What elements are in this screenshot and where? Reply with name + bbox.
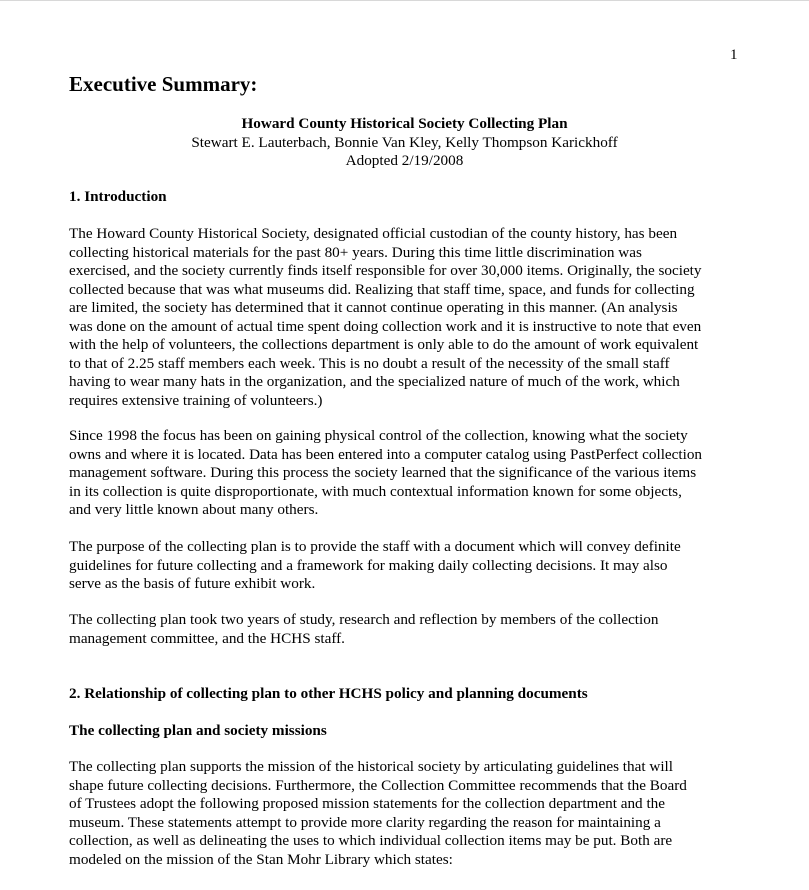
intro-paragraph-2: [69, 427, 759, 520]
text-line: modeled on the mission of the Stan Mohr Library which states:: [69, 850, 453, 868]
text-line: of Trustees adopt the following proposed mission statements for the collection department and the: [69, 795, 665, 812]
plan-title: Howard County Historical Society Collecting Plan: [241, 115, 568, 132]
text-line: The collecting plan took two years of study, research and reflection by members of the collection: [69, 611, 659, 628]
text-line: having to wear many hats in the organization, and the specialized nature of much of the work, which: [69, 373, 680, 390]
text-line: and very little known about many others.: [69, 501, 319, 518]
text-line: The purpose of the collecting plan is to provide the staff with a document which will convey definite: [69, 538, 681, 555]
text-line: collection, as well as delineating the uses to which individual collection items may be put. Both are: [69, 832, 673, 849]
text-line: Since 1998 the focus has been on gaining physical control of the collection, knowing what the society: [69, 427, 688, 444]
text-line: The collecting plan supports the mission of the historical society by articulating guidelines that will: [69, 758, 673, 775]
text-line: was done on the amount of actual time spent doing collection work and it is instructive to note that even: [69, 317, 702, 335]
text-line: in its collection is quite disproportionate, with much contextual information known for some objects,: [69, 482, 682, 500]
text-line: requires extensive training of volunteers.): [69, 391, 323, 409]
text-line: guidelines for future collecting and a framework for making daily collecting decisions. It may also: [69, 556, 668, 574]
text-line: collecting historical materials for the past 80+ years. During this time little discrimination was: [69, 243, 642, 261]
section-1-heading: 1. Introduction: [69, 188, 167, 205]
text-line: museum. These statements attempt to provide more clarity regarding the reason for maintaining a: [69, 813, 661, 831]
text-line: shape future collecting decisions. Furthermore, the Collection Committee recommends that the Board: [69, 776, 687, 794]
intro-paragraph-4: [69, 611, 759, 648]
text-line: management software. During this process the society learned that the significance of the various items: [69, 464, 697, 481]
text-line: The Howard County Historical Society, designated official custodian of the county history, has been: [69, 225, 678, 242]
text-line: management committee, and the HCHS staff.: [69, 629, 345, 647]
section-2-heading: 2. Relationship of collecting plan to other HCHS policy and planning documents: [69, 685, 588, 702]
page-top-rule: [0, 0, 809, 1]
text-line: with the help of volunteers, the collections department is only able to do the amount of work equivalent: [69, 336, 699, 353]
text-line: exercised, and the society currently finds itself responsible for over 30,000 items. Originally, the society: [69, 262, 702, 279]
section-2-subheading: The collecting plan and society missions: [69, 722, 327, 739]
intro-paragraph-3: [69, 538, 759, 594]
page-title: Executive Summary:: [69, 72, 258, 96]
plan-adopted-date: Adopted 2/19/2008: [345, 152, 464, 169]
text-line: collected because that was what museums did. Realizing that staff time, space, and funds for collecting: [69, 280, 695, 298]
page-number: 1: [730, 47, 738, 63]
text-line: serve as the basis of future exhibit work.: [69, 575, 316, 592]
intro-paragraph-1: [69, 225, 759, 410]
plan-authors: Stewart E. Lauterbach, Bonnie Van Kley, Kelly Thompson Karickhoff: [191, 133, 618, 151]
text-line: are limited, the society has determined that it cannot continue operating in this manner. (An analysis: [69, 299, 678, 316]
text-line: owns and where it is located. Data has been entered into a computer catalog using PastPerfect collection: [69, 445, 703, 463]
text-line: to that of 2.25 staff members each week. This is no doubt a result of the necessity of the small staff: [69, 354, 670, 372]
missions-paragraph: [69, 758, 759, 869]
